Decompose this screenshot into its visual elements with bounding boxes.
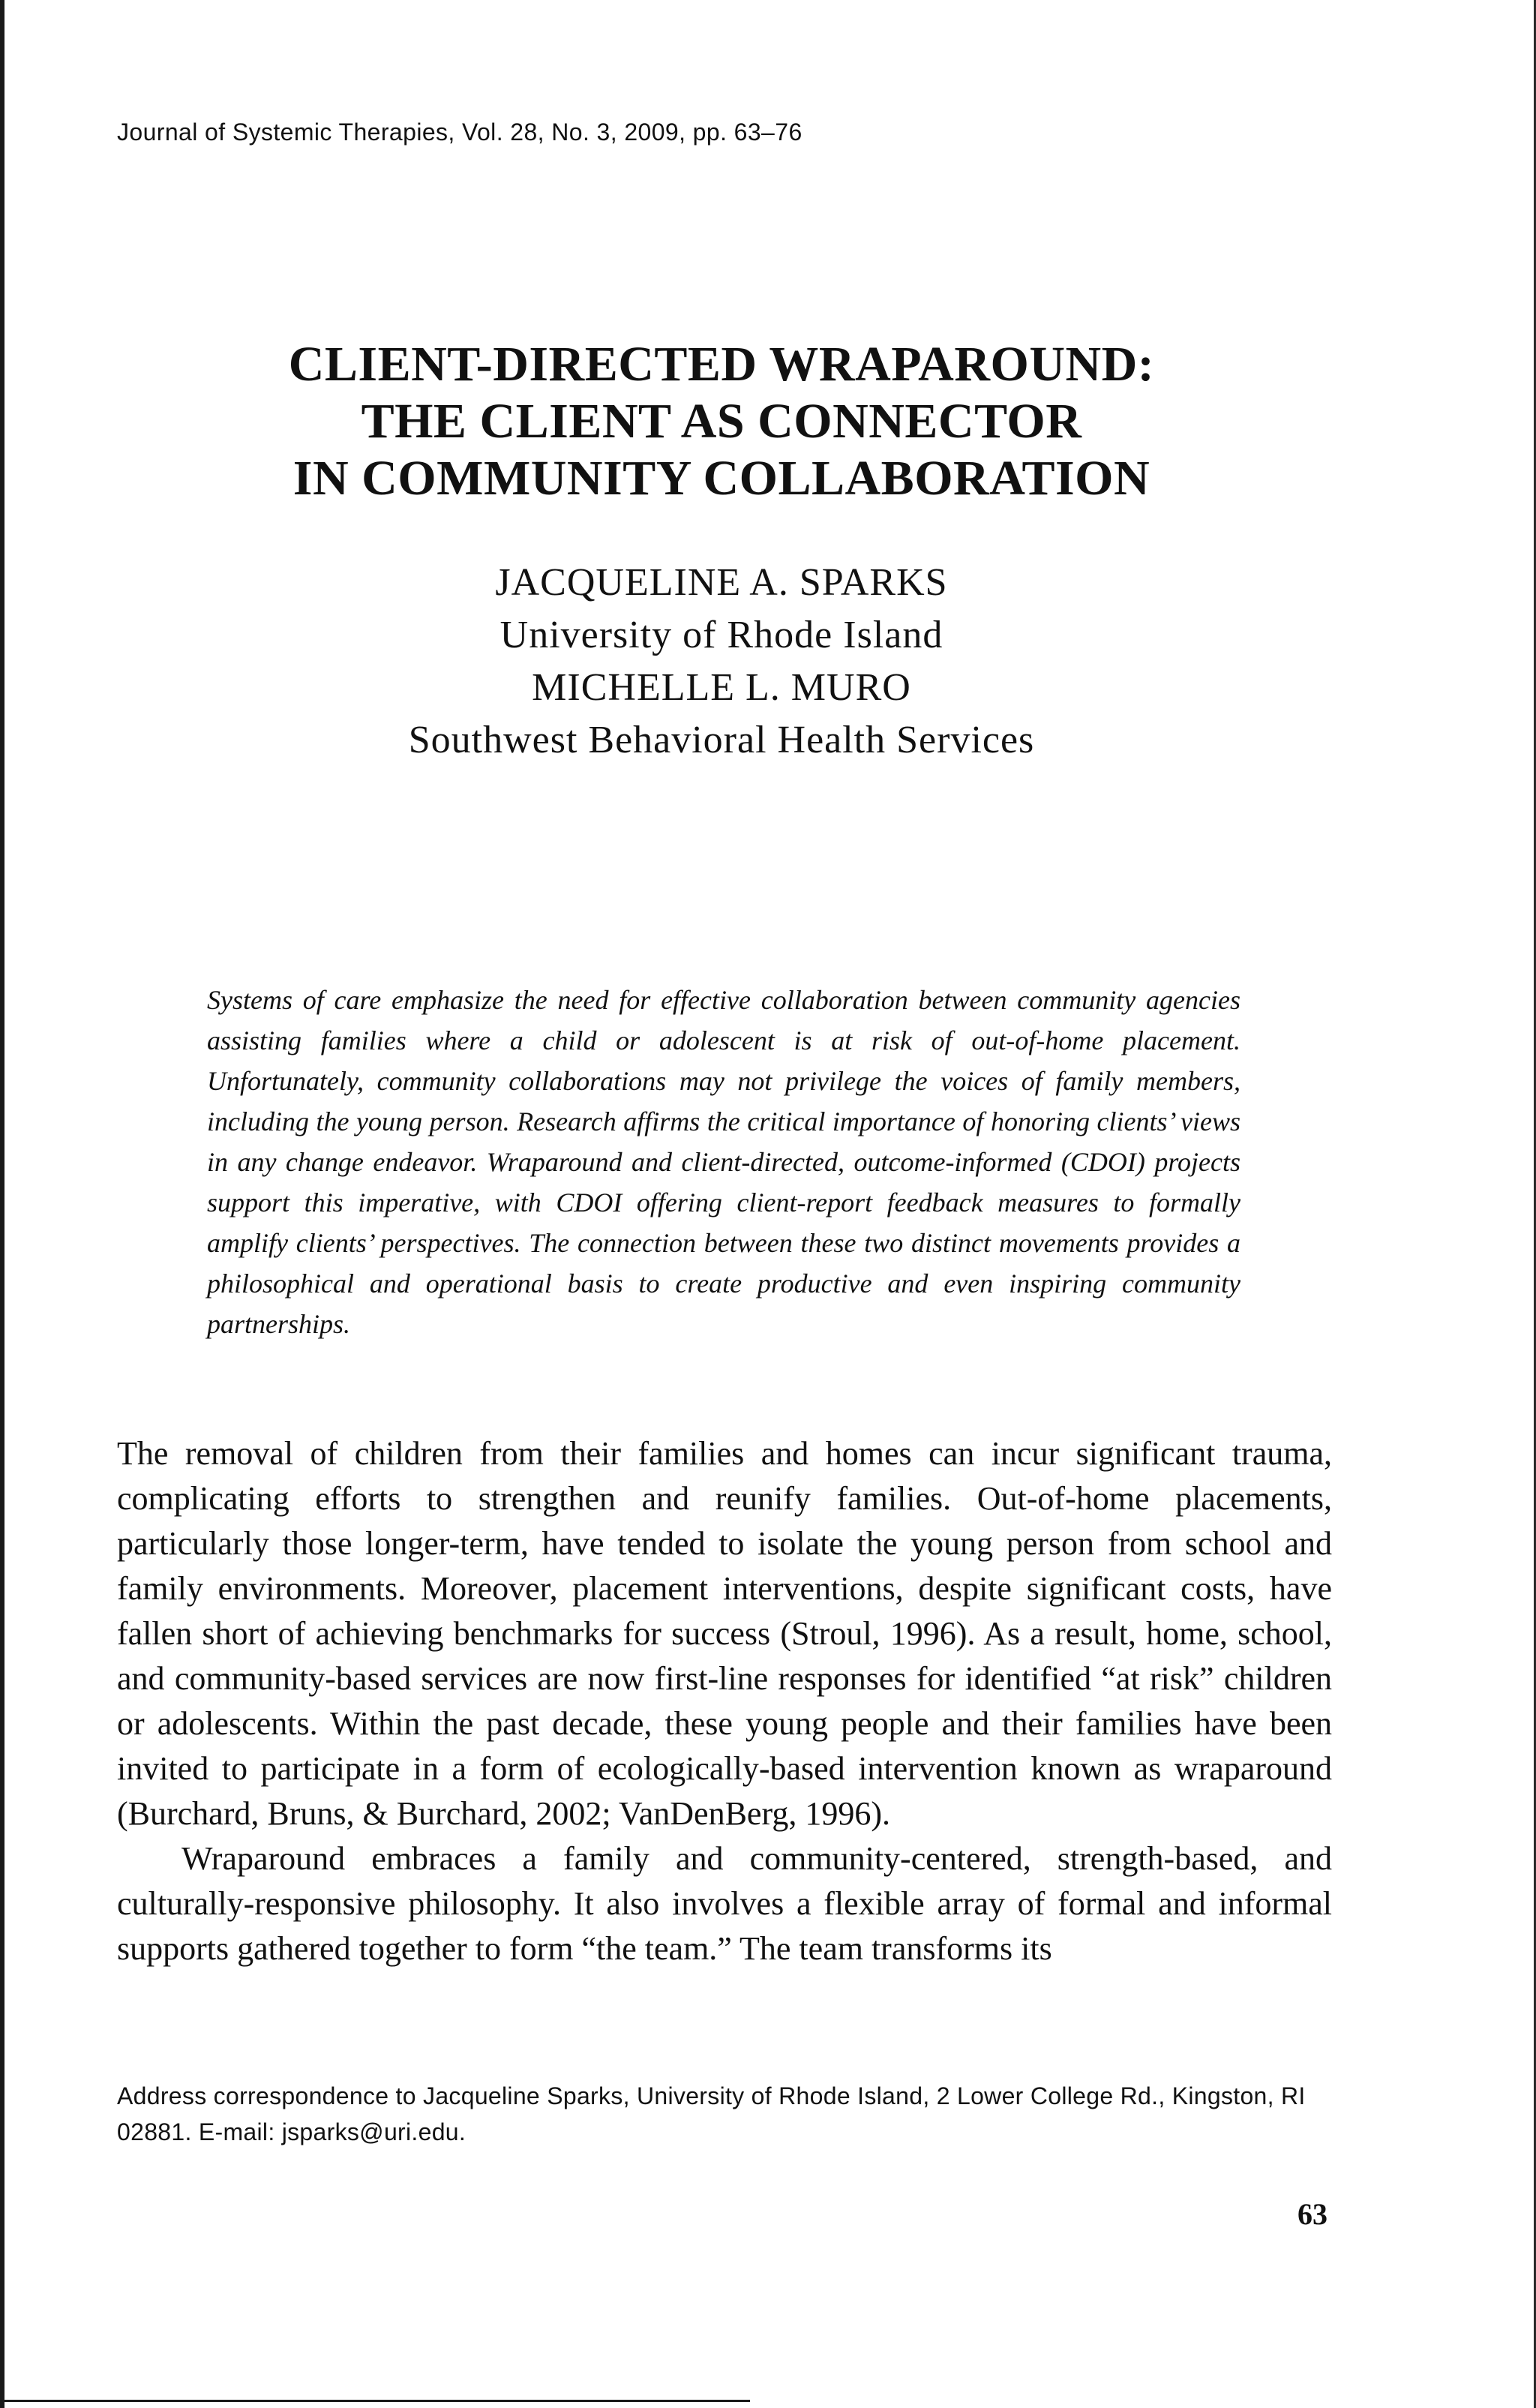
abstract bbox=[207, 980, 1240, 1344]
author-block bbox=[117, 557, 1326, 767]
abstract-text: Systems of care emphasize the need for effective collaboration between community agencies assisting families where a child or adolescent is at risk of out-of-home placement. Unfortunately, community collaborations may not privilege the voices of family members, including the young person. Research affirms the critical importance of honoring clients’ views in any change endeavor. Wraparound and client-directed, outcome-informed (CDOI) projects support this imperative, with CDOI offering client-report feedback measures to formally amplify clients’ perspectives. The connection between these two distinct movements provides a philosophical and operational basis to create productive and even inspiring community partnerships. bbox=[207, 985, 1240, 1339]
scan-left-edge bbox=[0, 0, 4, 2408]
author-affiliation: Southwest Behavioral Health Services bbox=[408, 719, 1035, 761]
author-affiliation: University of Rhode Island bbox=[500, 614, 944, 656]
footnote-text: Address correspondence to Jacqueline Sparks, University of Rhode Island, 2 Lower College Rd., Kingston, RI 02881. E-mail: jsparks@uri.edu. bbox=[117, 2082, 1306, 2145]
page-number: 63 bbox=[1298, 2197, 1328, 2231]
article-title bbox=[117, 336, 1326, 507]
body-paragraph: The removal of children from their families and homes can incur significant trauma, complicating efforts to strengthen and reunify families. Out-of-home placements, particularly those longer-term, have tended to isolate the young person from school and family environments. Moreover, placement interventions, despite significant costs, have fallen short of achieving benchmarks for success (Stroul, 1996). As a result, home, school, and community-based services are now first-line responses for identified “at risk” children or adolescents. Within the past decade, these young people and their families have been invited to participate in a form of ecologically-based intervention known as wraparound (Burchard, Bruns, & Burchard, 2002; VanDenBerg, 1996). bbox=[117, 1435, 1332, 1832]
body-paragraph: Wraparound embraces a family and community-centered, strength-based, and culturally-responsive philosophy. It also involves a flexible array of formal and informal supports gathered together to form “the team.” The team transforms its bbox=[117, 1840, 1332, 1967]
author-name: JACQUELINE A. SPARKS bbox=[495, 561, 948, 604]
scan-bottom-edge bbox=[0, 2400, 750, 2402]
title-line: CLIENT-DIRECTED WRAPAROUND: bbox=[288, 337, 1155, 392]
body-text bbox=[117, 1431, 1332, 1971]
running-head: Journal of Systemic Therapies, Vol. 28, No. 3, 2009, pp. 63–76 bbox=[117, 119, 802, 146]
correspondence-footnote bbox=[117, 2078, 1332, 2150]
title-line: IN COMMUNITY COLLABORATION bbox=[292, 451, 1150, 506]
author-name: MICHELLE L. MURO bbox=[532, 666, 911, 709]
title-line: THE CLIENT AS CONNECTOR bbox=[361, 394, 1082, 449]
